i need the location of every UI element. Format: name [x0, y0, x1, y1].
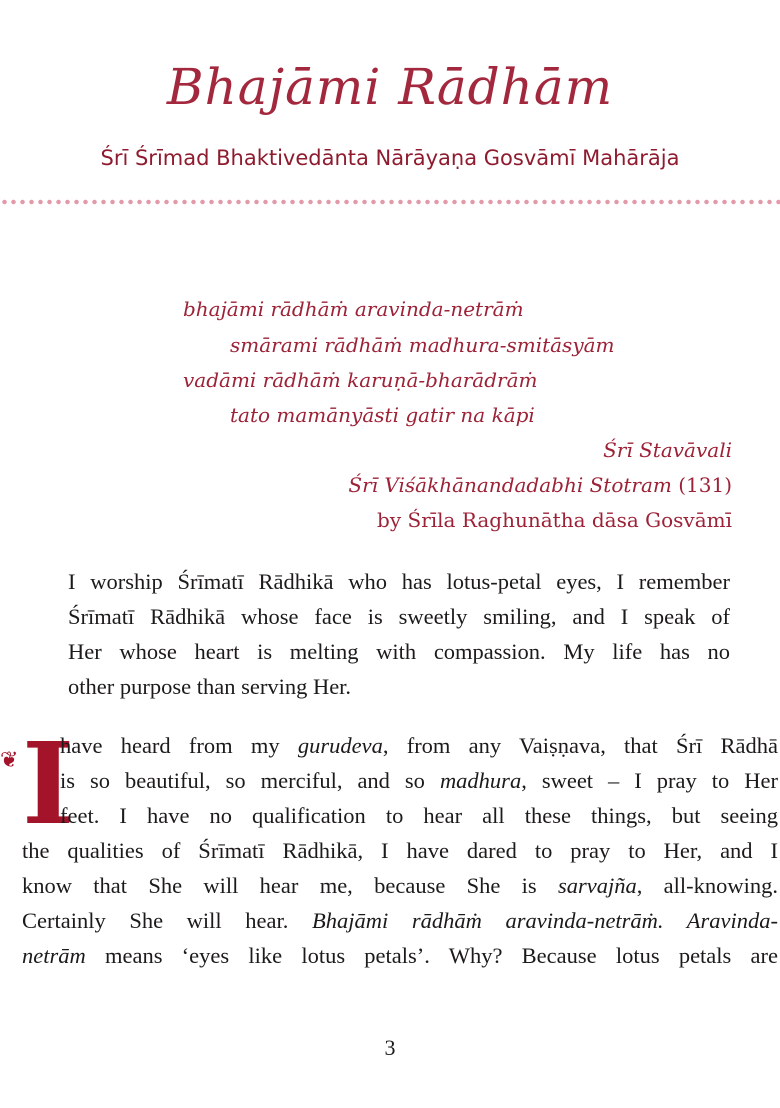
text-run: know that She will hear me, because She is — [22, 873, 558, 898]
drop-cap: I — [22, 719, 75, 850]
body-line — [60, 766, 778, 796]
text-run: means ‘eyes like lotus petals’. Why? Because lotus petals are — [85, 943, 778, 968]
text-run: feet. I have no qualification to hear all these things, but seeing — [60, 803, 778, 828]
source-stotram — [348, 473, 732, 497]
source-byline: by Śrīla Raghunātha dāsa Gosvāmī — [377, 508, 732, 532]
text-run: is so beautiful, so merciful, and so — [60, 768, 440, 793]
body-line — [22, 941, 778, 971]
page-number: 3 — [384, 1035, 396, 1060]
translation-line: I worship Śrīmatī Rādhikā who has lotus-petal eyes, I remember — [68, 569, 730, 594]
italic-term: sarvajña — [557, 873, 637, 898]
text-run: Certainly She will hear. — [22, 908, 312, 933]
ornament-icon: ❦ — [0, 748, 19, 773]
body-line — [60, 801, 778, 831]
translation-line: other purpose than serving Her. — [68, 674, 352, 699]
text-run: , sweet – I pray to Her — [521, 768, 778, 793]
translation-line: Śrīmatī Rādhikā whose face is sweetly smiling, and I speak of — [68, 604, 730, 629]
italic-term: gurudeva — [297, 733, 383, 758]
source-book: Śrī Stavāvali — [603, 438, 732, 462]
text-run: the qualities of Śrīmatī Rādhikā, I have dared to pray to Her, and I — [22, 838, 778, 863]
verse-line: smārami rādhāṁ madhura-smitāsyām — [230, 333, 615, 357]
body-line — [22, 906, 778, 936]
verse-line: tato mamānyāsti gatir na kāpi — [230, 403, 535, 427]
text-run: , all-knowing. — [636, 873, 778, 898]
verse-line: vadāmi rādhāṁ karuṇā-bharādrāṁ — [183, 368, 538, 392]
body-line — [60, 731, 778, 761]
verse-number: (131) — [678, 473, 732, 497]
italic-term: Bhajāmi rādhāṁ aravinda-netrāṁ. Aravinda- — [312, 908, 778, 933]
chapter-author: Śrī Śrīmad Bhaktivedānta Nārāyaṇa Gosvāmī Mahārāja — [100, 146, 680, 170]
dotted-divider — [0, 198, 780, 206]
italic-term: netrām — [22, 943, 86, 968]
chapter-title: Bhajāmi Rādhām — [166, 58, 614, 116]
text-run: have heard from my — [60, 733, 298, 758]
italic-term: madhura — [439, 768, 522, 793]
translation-line: Her whose heart is melting with compassion. My life has no — [68, 639, 730, 664]
text-run: , from any Vaiṣṇava, that Śrī Rādhā — [382, 733, 778, 758]
stotram-title: Śrī Viśākhānandadabhi Stotram — [348, 473, 672, 497]
body-line — [22, 871, 778, 901]
verse-line: bhajāmi rādhāṁ aravinda-netrāṁ — [183, 297, 524, 321]
body-line — [22, 836, 778, 866]
